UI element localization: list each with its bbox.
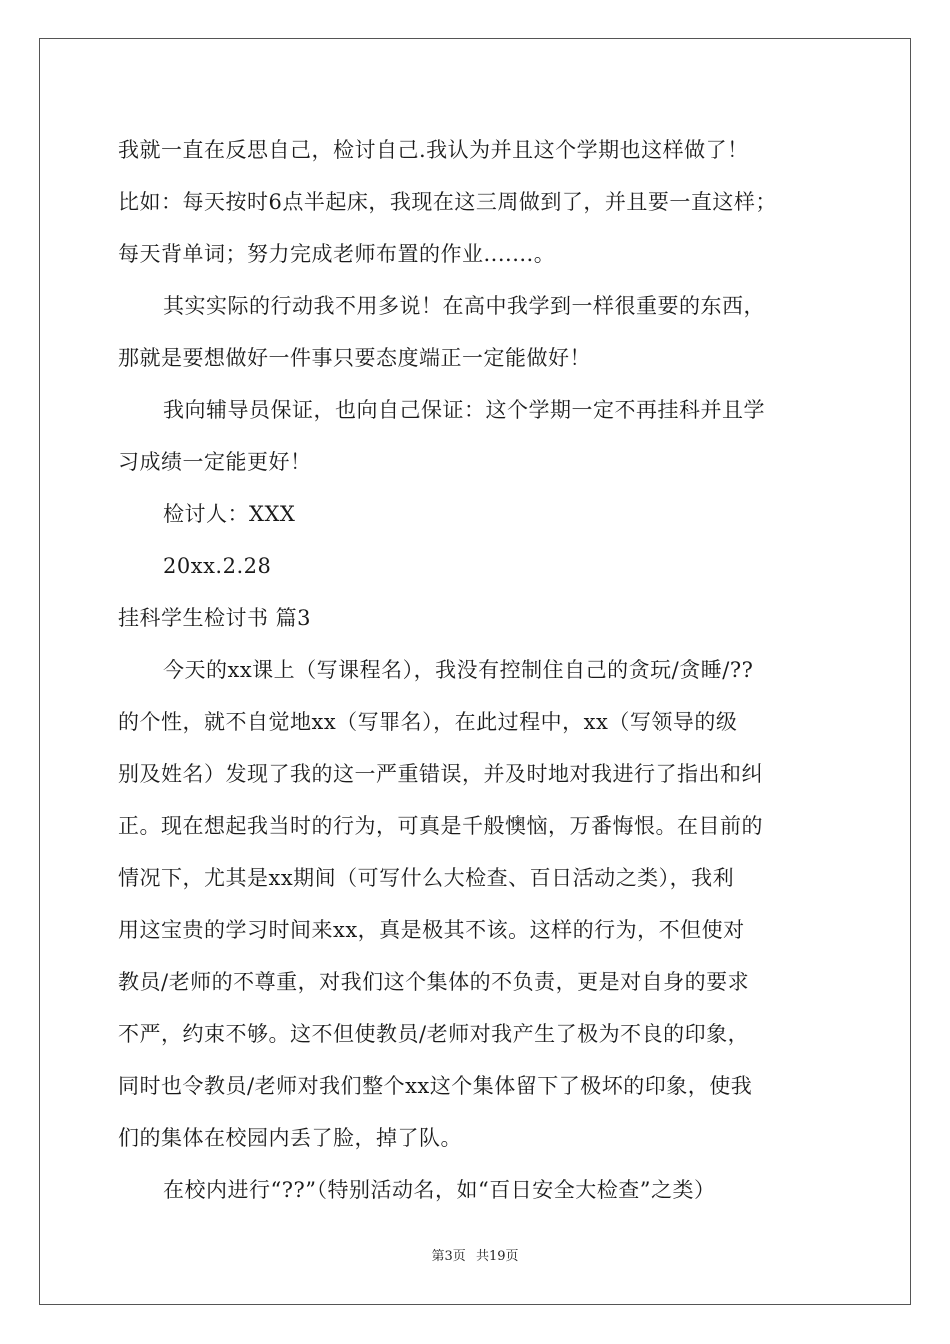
text-line: 我向辅导员保证，也向自己保证：这个学期一定不再挂科并且学: [163, 398, 765, 422]
text-line: 的个性，就不自觉地xx（写罪名），在此过程中，xx（写领导的级: [118, 710, 738, 734]
text-line: 在校内进行“??”（特别活动名，如“百日安全大检查”之类）: [163, 1178, 716, 1202]
text-line: 习成绩一定能更好！: [118, 450, 312, 474]
text-line: 不严，约束不够。这不但使教员/老师对我产生了极为不良的印象，: [118, 1022, 750, 1046]
text-line: 用这宝贵的学习时间来xx，真是极其不该。这样的行为，不但使对: [118, 918, 745, 942]
document-body: [118, 124, 838, 1216]
signature-line: 检讨人：XXX: [163, 502, 296, 526]
text-line: 那就是要想做好一件事只要态度端正一定能做好！: [118, 346, 591, 370]
section-title: 挂科学生检讨书 篇3: [118, 606, 312, 630]
text-line: 每天背单词；努力完成老师布置的作业.......。: [118, 242, 556, 266]
text-line: 其实实际的行动我不用多说！在高中我学到一样很重要的东西，: [163, 294, 765, 318]
page-total: 共19页: [475, 1249, 519, 1264]
text-line: 情况下，尤其是xx期间（可写什么大检查、百日活动之类），我利: [118, 866, 735, 890]
text-line: 教员/老师的不尊重，对我们这个集体的不负责，更是对自身的要求: [118, 970, 750, 994]
page-number: 第3页: [431, 1249, 466, 1264]
date-line: 20xx.2.28: [163, 554, 272, 578]
text-line: 今天的xx课上（写课程名），我没有控制住自己的贪玩/贪睡/??: [163, 658, 754, 682]
text-line: 们的集体在校园内丢了脸，掉了队。: [118, 1126, 462, 1150]
page-footer: [0, 1245, 950, 1264]
text-line: 同时也令教员/老师对我们整个xx这个集体留下了极坏的印象，使我: [118, 1074, 753, 1098]
text-line: 正。现在想起我当时的行为，可真是千般懊恼，万番悔恨。在目前的: [118, 814, 763, 838]
text-line: 别及姓名）发现了我的这一严重错误，并及时地对我进行了指出和纠: [118, 762, 763, 786]
text-line: 我就一直在反思自己，检讨自己.我认为并且这个学期也这样做了！: [118, 138, 749, 162]
text-line: 比如：每天按时6点半起床，我现在这三周做到了，并且要一直这样；: [118, 190, 777, 214]
